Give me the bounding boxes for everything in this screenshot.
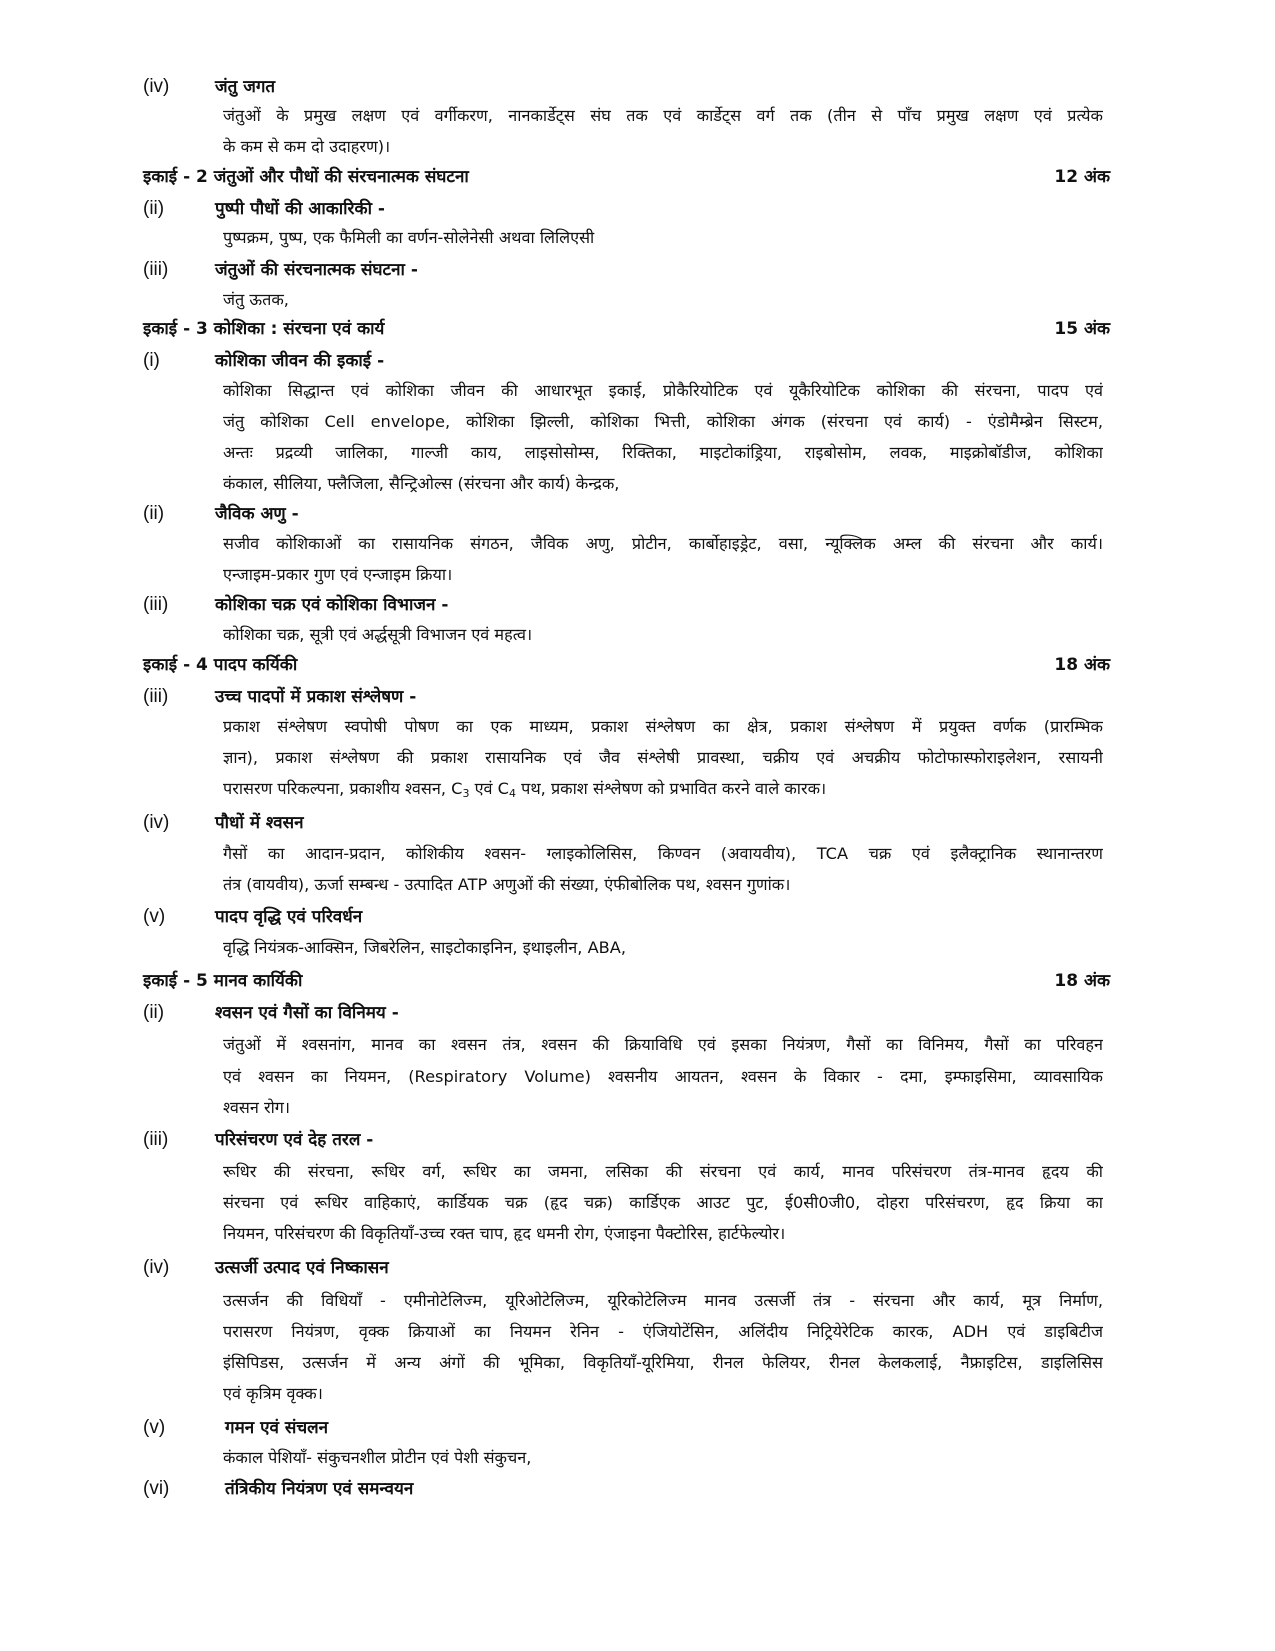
topic-text-line: गैसों का आदान-प्रदान, कोशिकीय श्वसन- ग्लाइकोलिसिस, किण्वन (अवायवीय), TCA चक्र एवं इलैक्ट्रानिक स्थानान्तरण	[223, 844, 1103, 863]
topic-text-line: अन्तः प्रद्रव्यी जालिका, गाल्जी काय, लाइसोसोम्स, रिक्तिका, माइटोकांड्रिया, राइबोसोम, लवक, माइक्रोबॉडीज, कोशिका	[223, 443, 1103, 462]
topic-heading: पौधों में श्वसन	[215, 813, 304, 833]
text-fragment: परासरण परिकल्पना, प्रकाशीय श्वसन, C	[223, 779, 463, 798]
topic-text-line: ज्ञान), प्रकाश संश्लेषण की प्रकाश रासायनिक एवं जैव संश्लेषी प्रावस्था, चक्रीय एवं अचक्रीय फोटोफास्फोराइलेशन, रसायनी	[223, 748, 1103, 767]
item-number: (v)	[143, 1417, 166, 1438]
topic-heading: गमन एवं संचलन	[225, 1418, 329, 1438]
topic-text-line: श्वसन रोग।	[223, 1098, 291, 1117]
topic-text-line: के कम से कम दो उदाहरण)।	[223, 137, 391, 156]
item-number: (iii)	[143, 259, 169, 280]
topic-text-line: जंतुओं में श्वसनांग, मानव का श्वसन तंत्र, श्वसन की क्रियाविधि एवं इसका नियंत्रण, गैसों का विनिमय, गैसों का परिवहन	[223, 1035, 1103, 1054]
unit-marks: 12 अंक	[1054, 167, 1110, 187]
topic-heading: उत्सर्जी उत्पाद एवं निष्कासन	[215, 1258, 389, 1278]
topic-text-line: एन्जाइम-प्रकार गुण एवं एन्जाइम क्रिया।	[223, 565, 453, 584]
item-number: (vi)	[143, 1478, 170, 1499]
topic-text-line: कोशिका चक्र, सूत्री एवं अर्द्धसूत्री विभाजन एवं महत्व।	[223, 625, 533, 644]
topic-heading: उच्च पादपों में प्रकाश संश्लेषण -	[215, 687, 417, 707]
topic-text-line: संरचना एवं रूधिर वाहिकाएं, कार्डियक चक्र (हृद चक्र) कार्डिएक आउट पुट, ई0सी0जी0, दोहरा परिसंचरण, हृद क्रिया का	[223, 1193, 1103, 1212]
item-number: (iii)	[143, 1129, 169, 1150]
item-number: (iv)	[143, 76, 170, 97]
topic-text-line	[223, 778, 1103, 805]
topic-heading: जैविक अणु -	[215, 504, 299, 524]
topic-text-line: जंतु ऊतक,	[223, 290, 289, 309]
unit-marks: 18 अंक	[1054, 971, 1110, 991]
item-number: (ii)	[143, 198, 165, 219]
topic-text-line: परासरण नियंत्रण, वृक्क क्रियाओं का नियमन रेनिन - एंजियोटेंसिन, अलिंदीय निट्रियेरेटिक कारक, ADH एवं डाइबिटीज	[223, 1322, 1103, 1341]
topic-heading: तंत्रिकीय नियंत्रण एवं समन्वयन	[225, 1479, 414, 1499]
topic-text-line: एवं कृत्रिम वृक्क।	[223, 1384, 323, 1403]
topic-heading: जंतुओं की संरचनात्मक संघटना -	[215, 260, 418, 280]
topic-text-line: कंकाल पेशियाँ- संकुचनशील प्रोटीन एवं पेशी संकुचन,	[223, 1448, 532, 1467]
unit-heading: इकाई - 3 कोशिका : संरचना एवं कार्य	[143, 319, 385, 339]
topic-text-line: जंतुओं के प्रमुख लक्षण एवं वर्गीकरण, नानकार्डेट्स संघ तक एवं कार्डेट्स वर्ग तक (तीन से पाँच प्रमुख लक्षण एवं प्रत्येक	[223, 106, 1103, 125]
text-fragment: पथ, प्रकाश संश्लेषण को प्रभावित करने वाले कारक।	[515, 779, 827, 798]
topic-text-line: कोशिका सिद्धान्त एवं कोशिका जीवन की आधारभूत इकाई, प्रोकैरियोटिक एवं यूकैरियोटिक कोशिका की संरचना, पादप एवं	[223, 381, 1103, 400]
topic-heading: पादप वृद्धि एवं परिवर्धन	[215, 907, 363, 927]
item-number: (ii)	[143, 1002, 165, 1023]
subscript-4: 4	[508, 787, 516, 800]
item-number: (i)	[143, 350, 160, 371]
topic-text-line: कंकाल, सीलिया, फ्लैजिला, सैन्ट्रिओल्स (संरचना और कार्य) केन्द्रक,	[223, 474, 620, 493]
unit-marks: 15 अंक	[1054, 319, 1110, 339]
topic-text-line: वृद्धि नियंत्रक-आक्सिन, जिबरेलिन, साइटोकाइनिन, इथाइलीन, ABA,	[223, 938, 626, 957]
topic-text-line: नियमन, परिसंचरण की विकृतियाँ-उच्च रक्त चाप, हृद धमनी रोग, एंजाइना पैक्टोरिस, हार्टफेल्योर।	[223, 1224, 786, 1243]
item-number: (iv)	[143, 812, 170, 833]
item-number: (iii)	[143, 686, 169, 707]
topic-text-line: प्रकाश संश्लेषण स्वपोषी पोषण का एक माध्यम, प्रकाश संश्लेषण का क्षेत्र, प्रकाश संश्लेषण में प्रयुक्त वर्णक (प्रारम्भिक	[223, 717, 1103, 736]
item-number: (iv)	[143, 1257, 170, 1278]
topic-text-line: पुष्पक्रम, पुष्प, एक फैमिली का वर्णन-सोलेनेसी अथवा लिलिएसी	[223, 228, 595, 247]
unit-heading: इकाई - 5 मानव कार्यिकी	[143, 971, 303, 991]
topic-text-line: एवं श्वसन का नियमन, (Respiratory Volume) श्वसनीय आयतन, श्वसन के विकार - दमा, इम्फाइसिमा, व्यावसायिक	[223, 1067, 1103, 1086]
topic-text-line: जंतु कोशिका Cell envelope, कोशिका झिल्ली, कोशिका भित्ती, कोशिका अंगक (संरचना एवं कार्य) - एंडोमैम्ब्रेन सिस्टम,	[223, 412, 1103, 431]
item-number: (ii)	[143, 503, 165, 524]
subscript-3: 3	[462, 787, 470, 800]
topic-heading: जंतु जगत	[215, 77, 276, 97]
topic-text-line: इंसिपिडस, उत्सर्जन में अन्य अंगों की भूमिका, विकृतियाँ-यूरिमिया, रीनल फेलियर, रीनल केलकलाई, नैफ्राइटिस, डाइलिसिस	[223, 1353, 1103, 1372]
unit-heading: इकाई - 2 जंतुओं और पौधों की संरचनात्मक संघटना	[143, 167, 469, 187]
topic-text-line: तंत्र (वायवीय), ऊर्जा सम्बन्ध - उत्पादित ATP अणुओं की संख्या, एंफीबोलिक पथ, श्वसन गुणांक।	[223, 875, 791, 894]
topic-heading: पुष्पी पौधों की आकारिकी -	[215, 199, 385, 219]
unit-marks: 18 अंक	[1054, 655, 1110, 675]
topic-heading: श्वसन एवं गैसों का विनिमय -	[215, 1003, 399, 1023]
item-number: (iii)	[143, 594, 169, 615]
topic-heading: परिसंचरण एवं देह तरल -	[215, 1130, 374, 1150]
unit-heading: इकाई - 4 पादप कर्यिकी	[143, 655, 298, 675]
topic-heading: कोशिका जीवन की इकाई -	[215, 351, 385, 371]
topic-text-line: उत्सर्जन की विधियाँ - एमीनोटेलिज्म, यूरिओटेलिज्म, यूरिकोटेलिज्म मानव उत्सर्जी तंत्र - संरचना और कार्य, मूत्र निर्माण,	[223, 1291, 1103, 1310]
topic-text-line: सजीव कोशिकाओं का रासायनिक संगठन, जैविक अणु, प्रोटीन, कार्बोहाइड्रेट, वसा, न्यूक्लिक अम्ल की संरचना और कार्य।	[223, 534, 1103, 553]
topic-heading: कोशिका चक्र एवं कोशिका विभाजन -	[215, 595, 449, 615]
topic-text-line: रूधिर की संरचना, रूधिर वर्ग, रूधिर का जमना, लसिका की संरचना एवं कार्य, मानव परिसंचरण तंत्र-मानव हृदय की	[223, 1162, 1103, 1181]
item-number: (v)	[143, 906, 166, 927]
text-fragment: एवं C	[469, 779, 509, 798]
